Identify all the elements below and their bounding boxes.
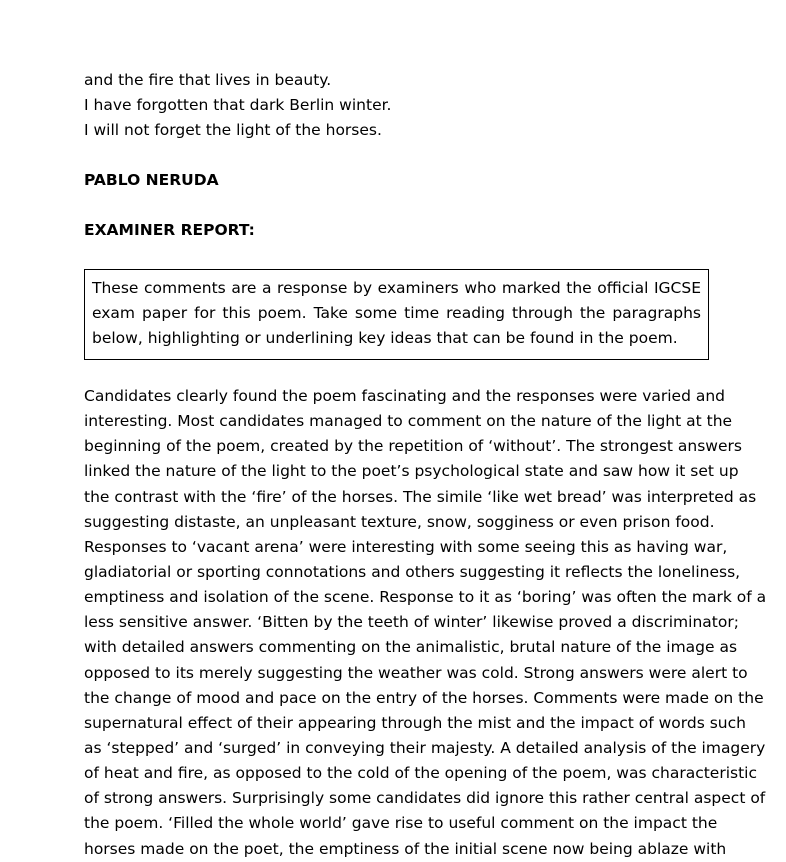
report-line: Candidates clearly found the poem fascinating and the responses were varied and xyxy=(84,387,726,405)
poem-line: and the fire that lives in beauty. xyxy=(84,71,332,89)
report-line: linked the nature of the light to the poet’s psychological state and saw how it set up xyxy=(84,462,739,481)
report-line: the contrast with the ‘fire’ of the horses. The simile ‘like wet bread’ was interpreted as xyxy=(84,487,757,506)
report-line: emptiness and isolation of the scene. Response to it as ‘boring’ was often the mark of a xyxy=(84,588,767,607)
report-line: interesting. Most candidates managed to comment on the nature of the light at the xyxy=(84,412,733,431)
poem-line: I have forgotten that dark Berlin winter. xyxy=(84,96,392,114)
examiner-report-heading: EXAMINER REPORT: xyxy=(84,221,255,239)
report-line: Responses to ‘vacant arena’ were interesting with some seeing this as having war, xyxy=(84,537,728,556)
poem-line: I will not forget the light of the horses. xyxy=(84,121,382,139)
report-line: of heat and fire, as opposed to the cold of the opening of the poem, was characteristic xyxy=(84,764,757,783)
report-line: of strong answers. Surprisingly some candidates did ignore this rather central aspect of xyxy=(84,789,766,808)
report-line: beginning of the poem, created by the repetition of ‘without’. The strongest answers xyxy=(84,437,742,456)
report-line: less sensitive answer. ‘Bitten by the teeth of winter’ likewise proved a discriminator; xyxy=(84,613,739,632)
report-line: supernatural effect of their appearing through the mist and the impact of words such xyxy=(84,713,746,732)
report-line: with detailed answers commenting on the animalistic, brutal nature of the image as xyxy=(84,638,738,657)
poem-excerpt xyxy=(84,68,709,143)
instruction-text: These comments are a response by examiners who marked the official IGCSE exam paper for this poem. Take some time reading through the paragraphs below, highlighting or underlining key ideas that can be found in the poem. xyxy=(92,279,701,347)
report-line: the poem. ‘Filled the whole world’ gave rise to useful comment on the impact the xyxy=(84,814,718,833)
report-line: as ‘stepped’ and ‘surged’ in conveying their majesty. A detailed analysis of the imagery xyxy=(84,738,766,757)
poem-author: PABLO NERUDA xyxy=(84,171,219,189)
examiner-report-paragraph xyxy=(84,384,767,862)
instruction-box xyxy=(84,269,709,360)
report-line: gladiatorial or sporting connotations and others suggesting it reflects the loneliness, xyxy=(84,562,741,581)
report-line: suggesting distaste, an unpleasant texture, snow, sogginess or even prison food. xyxy=(84,512,715,531)
report-line: opposed to its merely suggesting the weather was cold. Strong answers were alert to xyxy=(84,663,748,682)
report-line: horses made on the poet, the emptiness of the initial scene now being ablaze with xyxy=(84,839,727,858)
report-line: the change of mood and pace on the entry of the horses. Comments were made on the xyxy=(84,688,764,707)
